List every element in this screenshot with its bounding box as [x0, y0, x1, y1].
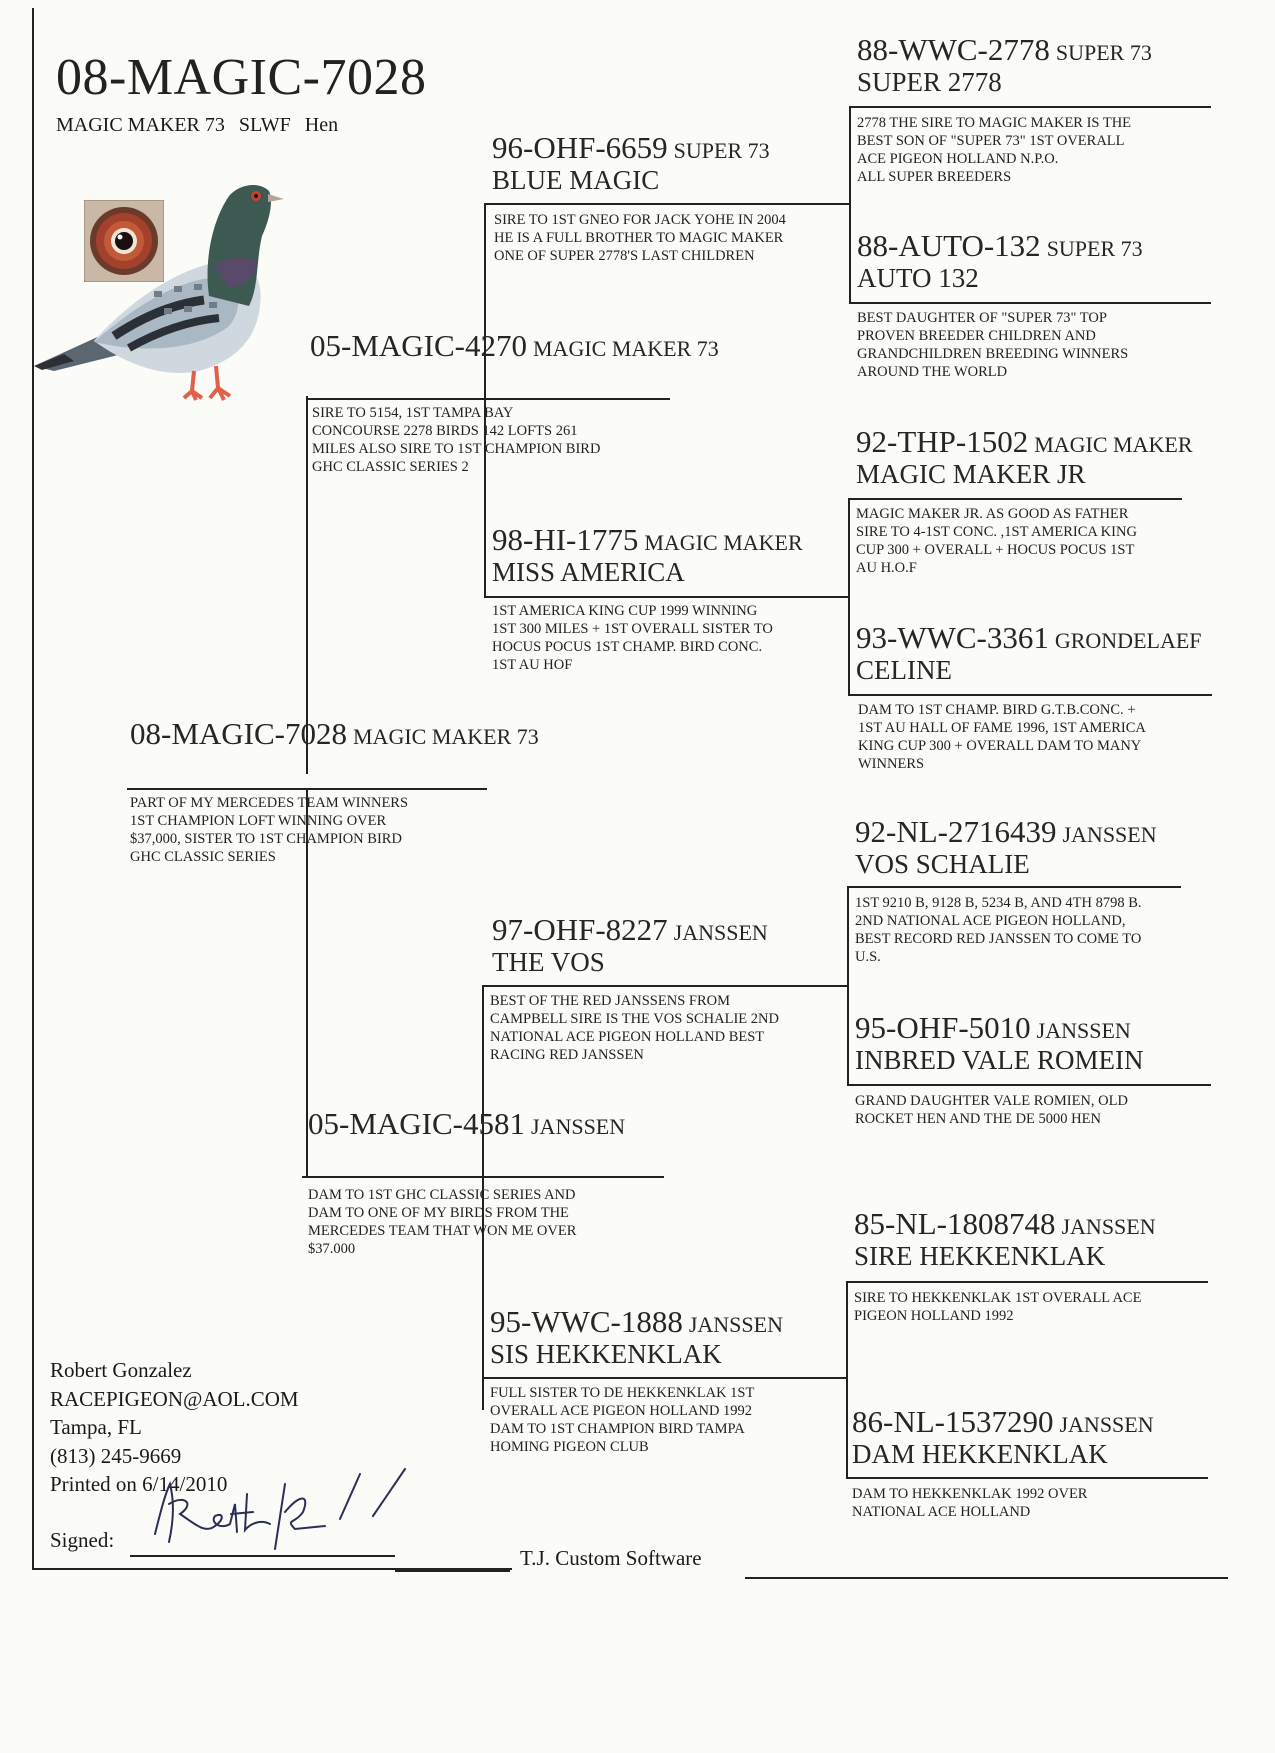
sd-name: MISS AMERICA: [492, 557, 685, 587]
ssd-band: 88-AUTO-132 SUPER 73: [857, 228, 1143, 263]
sire-note: SIRE TO 5154, 1ST TAMPA BAY CONCOURSE 2278 BIRDS 142 LOFTS 261 MILES ALSO SIRE TO 1ST CHAMPION BIRD GHC CLASSIC SERIES 2: [312, 405, 601, 475]
dds-name: SIRE HEKKENKLAK: [854, 1241, 1106, 1271]
sd-entry: [492, 524, 803, 586]
main-title: 08-MAGIC-7028: [56, 49, 427, 106]
sds-note: MAGIC MAKER JR. AS GOOD AS FATHER SIRE TO 4-1ST CONC. ,1ST AMERICA KING CUP 300 + OVERALL + HOCUS POCUS 1ST AU H.O.F: [856, 506, 1137, 576]
sdd-note: DAM TO 1ST CHAMP. BIRD G.T.B.CONC. + 1ST AU HALL OF FAME 1996, 1ST AMERICA KING CUP 300 + OVERALL DAM TO MANY WINNERS: [858, 702, 1146, 772]
ss-band: 96-OHF-6659 SUPER 73: [492, 130, 770, 165]
dd-note: FULL SISTER TO DE HEKKENKLAK 1ST OVERALL ACE PIGEON HOLLAND 1992 DAM TO 1ST CHAMPION BIRD TAMPA HOMING PIGEON CLUB: [490, 1385, 755, 1455]
header-color: SLWF: [238, 114, 291, 136]
subject-entry: [130, 718, 539, 749]
signature-scribble: [135, 1464, 420, 1559]
software-line: [745, 1577, 1228, 1579]
ss-name: BLUE MAGIC: [492, 165, 660, 195]
sire-trunk: [484, 203, 486, 596]
sss-band: 88-WWC-2778 SUPER 73: [857, 32, 1152, 67]
sd-underline: [484, 596, 850, 598]
dds-note: SIRE TO HEKKENKLAK 1ST OVERALL ACE PIGEON HOLLAND 1992: [854, 1290, 1142, 1324]
ss-underline: [484, 203, 850, 205]
sire-entry: [310, 330, 719, 361]
header-sex: Hen: [304, 114, 339, 136]
software-label: T.J. Custom Software: [520, 1546, 702, 1570]
sss-entry: [857, 34, 1152, 96]
ddd-entry: [852, 1406, 1154, 1468]
dsd-band: 95-OHF-5010 JANSSEN: [855, 1010, 1131, 1045]
ds-entry: [492, 914, 768, 976]
sss-note: 2778 THE SIRE TO MAGIC MAKER IS THE BEST SON OF "SUPER 73" 1ST OVERALL ACE PIGEON HOLLAND N.P.O. ALL SUPER BREEDERS: [857, 115, 1132, 185]
ddd-underline: [846, 1477, 1208, 1479]
dsd-note: GRAND DAUGHTER VALE ROMIEN, OLD ROCKET HEN AND THE DE 5000 HEN: [855, 1093, 1128, 1127]
sire-band: 05-MAGIC-4270 MAGIC MAKER 73: [310, 328, 719, 363]
contact-name: Robert Gonzalez: [50, 1358, 192, 1382]
printed-date: Printed on 6/14/2010: [50, 1472, 228, 1496]
contact-city: Tampa, FL: [50, 1415, 142, 1439]
ssd-name: AUTO 132: [857, 263, 979, 293]
main-subtitle: [56, 114, 352, 137]
dss-underline: [847, 886, 1181, 888]
dd-name: SIS HEKKENKLAK: [490, 1339, 722, 1369]
sds-name: MAGIC MAKER JR: [856, 459, 1086, 489]
dss-note: 1ST 9210 B, 9128 B, 5234 B, AND 4TH 8798 B. 2ND NATIONAL ACE PIGEON HOLLAND, BEST RECORD RED JANSSEN TO COME TO U.S.: [855, 895, 1142, 965]
subject-band: 08-MAGIC-7028 MAGIC MAKER 73: [130, 716, 539, 751]
dss-band: 92-NL-2716439 JANSSEN: [855, 814, 1157, 849]
sd-note: 1ST AMERICA KING CUP 1999 WINNING 1ST 300 MILES + 1ST OVERALL SISTER TO HOCUS POCUS 1ST CHAMP. BIRD CONC. 1ST AU HOF: [492, 603, 773, 673]
subject-note: PART OF MY MERCEDES TEAM WINNERS 1ST CHAMPION LOFT WINNING OVER $37,000, SISTER TO 1ST CHAMPION BIRD GHC CLASSIC SERIES: [130, 795, 409, 865]
ssd-underline: [849, 302, 1211, 304]
signature-line-tail: [395, 1570, 510, 1572]
ddd-band: 86-NL-1537290 JANSSEN: [852, 1404, 1154, 1439]
sire-underline: [306, 398, 670, 400]
dsd-underline: [847, 1084, 1211, 1086]
sds-underline: [848, 498, 1182, 500]
ss-entry: [492, 132, 770, 194]
ssd-entry: [857, 230, 1143, 292]
ss-note: SIRE TO 1ST GNEO FOR JACK YOHE IN 2004 HE IS A FULL BROTHER TO MAGIC MAKER ONE OF SUPER 2778'S LAST CHILDREN: [494, 212, 786, 264]
ddd-name: DAM HEKKENKLAK: [852, 1439, 1108, 1469]
sds-band: 92-THP-1502 MAGIC MAKER: [856, 424, 1193, 459]
header-strain: MAGIC MAKER 73: [56, 114, 225, 136]
dds-entry: [854, 1208, 1156, 1270]
dss-name: VOS SCHALIE: [855, 849, 1030, 879]
sss-underline: [849, 106, 1211, 108]
contact-email: RACEPIGEON@AOL.COM: [50, 1386, 299, 1411]
dd-trunk: [846, 1281, 848, 1477]
contact-phone: (813) 245-9669: [50, 1443, 182, 1468]
ds-band: 97-OHF-8227 JANSSEN: [492, 912, 768, 947]
dds-band: 85-NL-1808748 JANSSEN: [854, 1206, 1156, 1241]
dss-entry: [855, 816, 1157, 878]
ds-name: THE VOS: [492, 947, 605, 977]
dsd-entry: [855, 1012, 1144, 1074]
ds-underline: [482, 985, 848, 987]
sss-name: SUPER 2778: [857, 67, 1002, 97]
ds-trunk: [847, 886, 849, 1084]
dam-band: 05-MAGIC-4581 JANSSEN: [308, 1106, 626, 1141]
sd-trunk: [848, 498, 850, 694]
signed-label: Signed:: [50, 1528, 115, 1552]
sds-entry: [856, 426, 1193, 488]
sdd-entry: [856, 622, 1202, 684]
dd-entry: [490, 1306, 783, 1368]
pigeon-photo: [34, 166, 314, 436]
ssd-note: BEST DAUGHTER OF "SUPER 73" TOP PROVEN BREEDER CHILDREN AND GRANDCHILDREN BREEDING WINNERS AROUND THE WORLD: [857, 310, 1129, 380]
sdd-underline: [848, 694, 1212, 696]
sd-band: 98-HI-1775 MAGIC MAKER: [492, 522, 803, 557]
dd-band: 95-WWC-1888 JANSSEN: [490, 1304, 783, 1339]
dsd-name: INBRED VALE ROMEIN: [855, 1045, 1144, 1075]
dd-underline: [482, 1377, 846, 1379]
dam-note: DAM TO 1ST GHC CLASSIC SERIES AND DAM TO ONE OF MY BIRDS FROM THE MERCEDES TEAM THAT WON ME OVER $37.000: [308, 1187, 577, 1257]
ds-note: BEST OF THE RED JANSSENS FROM CAMPBELL SIRE IS THE VOS SCHALIE 2ND NATIONAL ACE PIGEON HOLLAND BEST RACING RED JANSSEN: [490, 993, 779, 1063]
dam-entry: [308, 1108, 625, 1139]
ss-trunk: [849, 106, 851, 302]
dds-underline: [846, 1281, 1208, 1283]
sdd-name: CELINE: [856, 655, 952, 685]
ddd-note: DAM TO HEKKENKLAK 1992 OVER NATIONAL ACE HOLLAND: [852, 1486, 1088, 1520]
sdd-band: 93-WWC-3361 GRONDELAEF: [856, 620, 1202, 655]
